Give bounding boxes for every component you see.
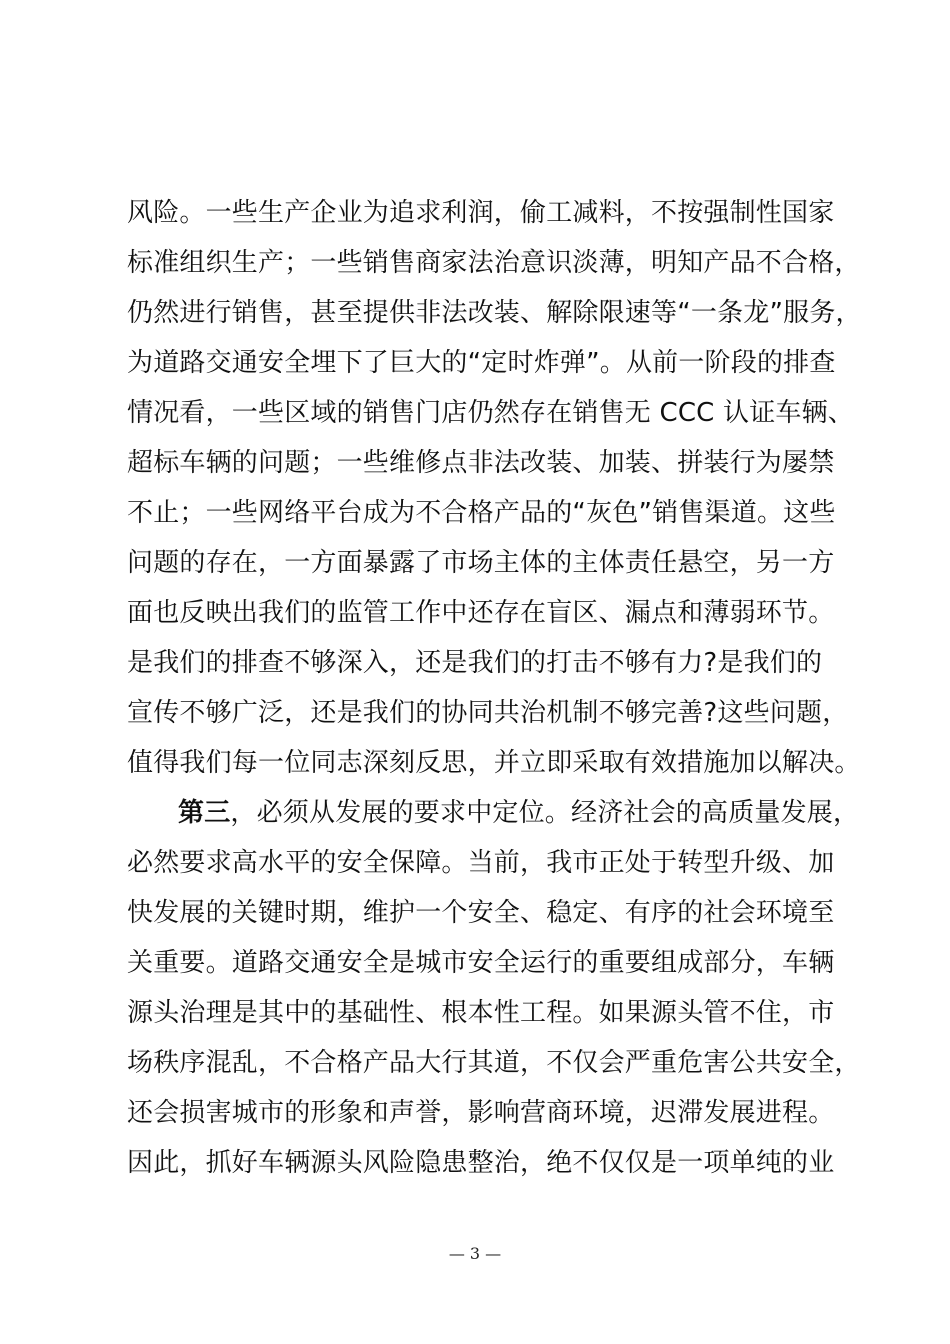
text-line: 仍然进行销售，甚至提供非法改装、解除限速等“一条龙”服务，: [127, 298, 862, 328]
text-line: 快发展的关键时期，维护一个安全、稳定、有序的社会环境至: [127, 898, 835, 928]
paragraph-first-rest: ，必须从发展的要求中定位。经济社会的高质量发展，: [230, 798, 860, 828]
text-line: 场秩序混乱，不合格产品大行其道，不仅会严重危害公共安全，: [127, 1048, 861, 1078]
text-line: 面也反映出我们的监管工作中还存在盲区、漏点和薄弱环节。: [127, 598, 835, 628]
text-line: 关重要。道路交通安全是城市安全运行的重要组成部分，车辆: [127, 948, 835, 978]
text-line: 问题的存在，一方面暴露了市场主体的主体责任悬空，另一方: [127, 548, 835, 578]
text-line: 情况看，一些区域的销售门店仍然存在销售无 CCC 认证车辆、: [127, 398, 854, 428]
text-line: 还会损害城市的形象和声誉，影响营商环境，迟滞发展进程。: [127, 1098, 835, 1128]
text-line: 源头治理是其中的基础性、根本性工程。如果源头管不住，市: [127, 998, 835, 1028]
text-line: 超标车辆的问题；一些维修点非法改装、加装、拼装行为屡禁: [127, 448, 835, 478]
text-line: 风险。一些生产企业为追求利润，偷工减料，不按强制性国家: [127, 198, 835, 228]
text-line: 是我们的排查不够深入，还是我们的打击不够有力?是我们的: [127, 648, 823, 678]
text-line: 因此，抓好车辆源头风险隐患整治，绝不仅仅是一项单纯的业: [127, 1148, 835, 1178]
text-line: 必然要求高水平的安全保障。当前，我市正处于转型升级、加: [127, 848, 835, 878]
paragraph-lead: 第三: [178, 798, 231, 828]
text-line: 为道路交通安全埋下了巨大的“定时炸弹”。从前一阶段的排查: [127, 348, 836, 378]
text-line: 不止；一些网络平台成为不合格产品的“灰色”销售渠道。这些: [127, 498, 836, 528]
text-line: 标准组织生产；一些销售商家法治意识淡薄，明知产品不合格，: [127, 248, 861, 278]
text-line: 宣传不够广泛，还是我们的协同共治机制不够完善?这些问题，: [127, 698, 849, 728]
page-number: — 3 —: [448, 1244, 502, 1263]
text-line: 值得我们每一位同志深刻反思，并立即采取有效措施加以解决。: [127, 748, 861, 778]
paragraph-first-line: [178, 798, 859, 828]
